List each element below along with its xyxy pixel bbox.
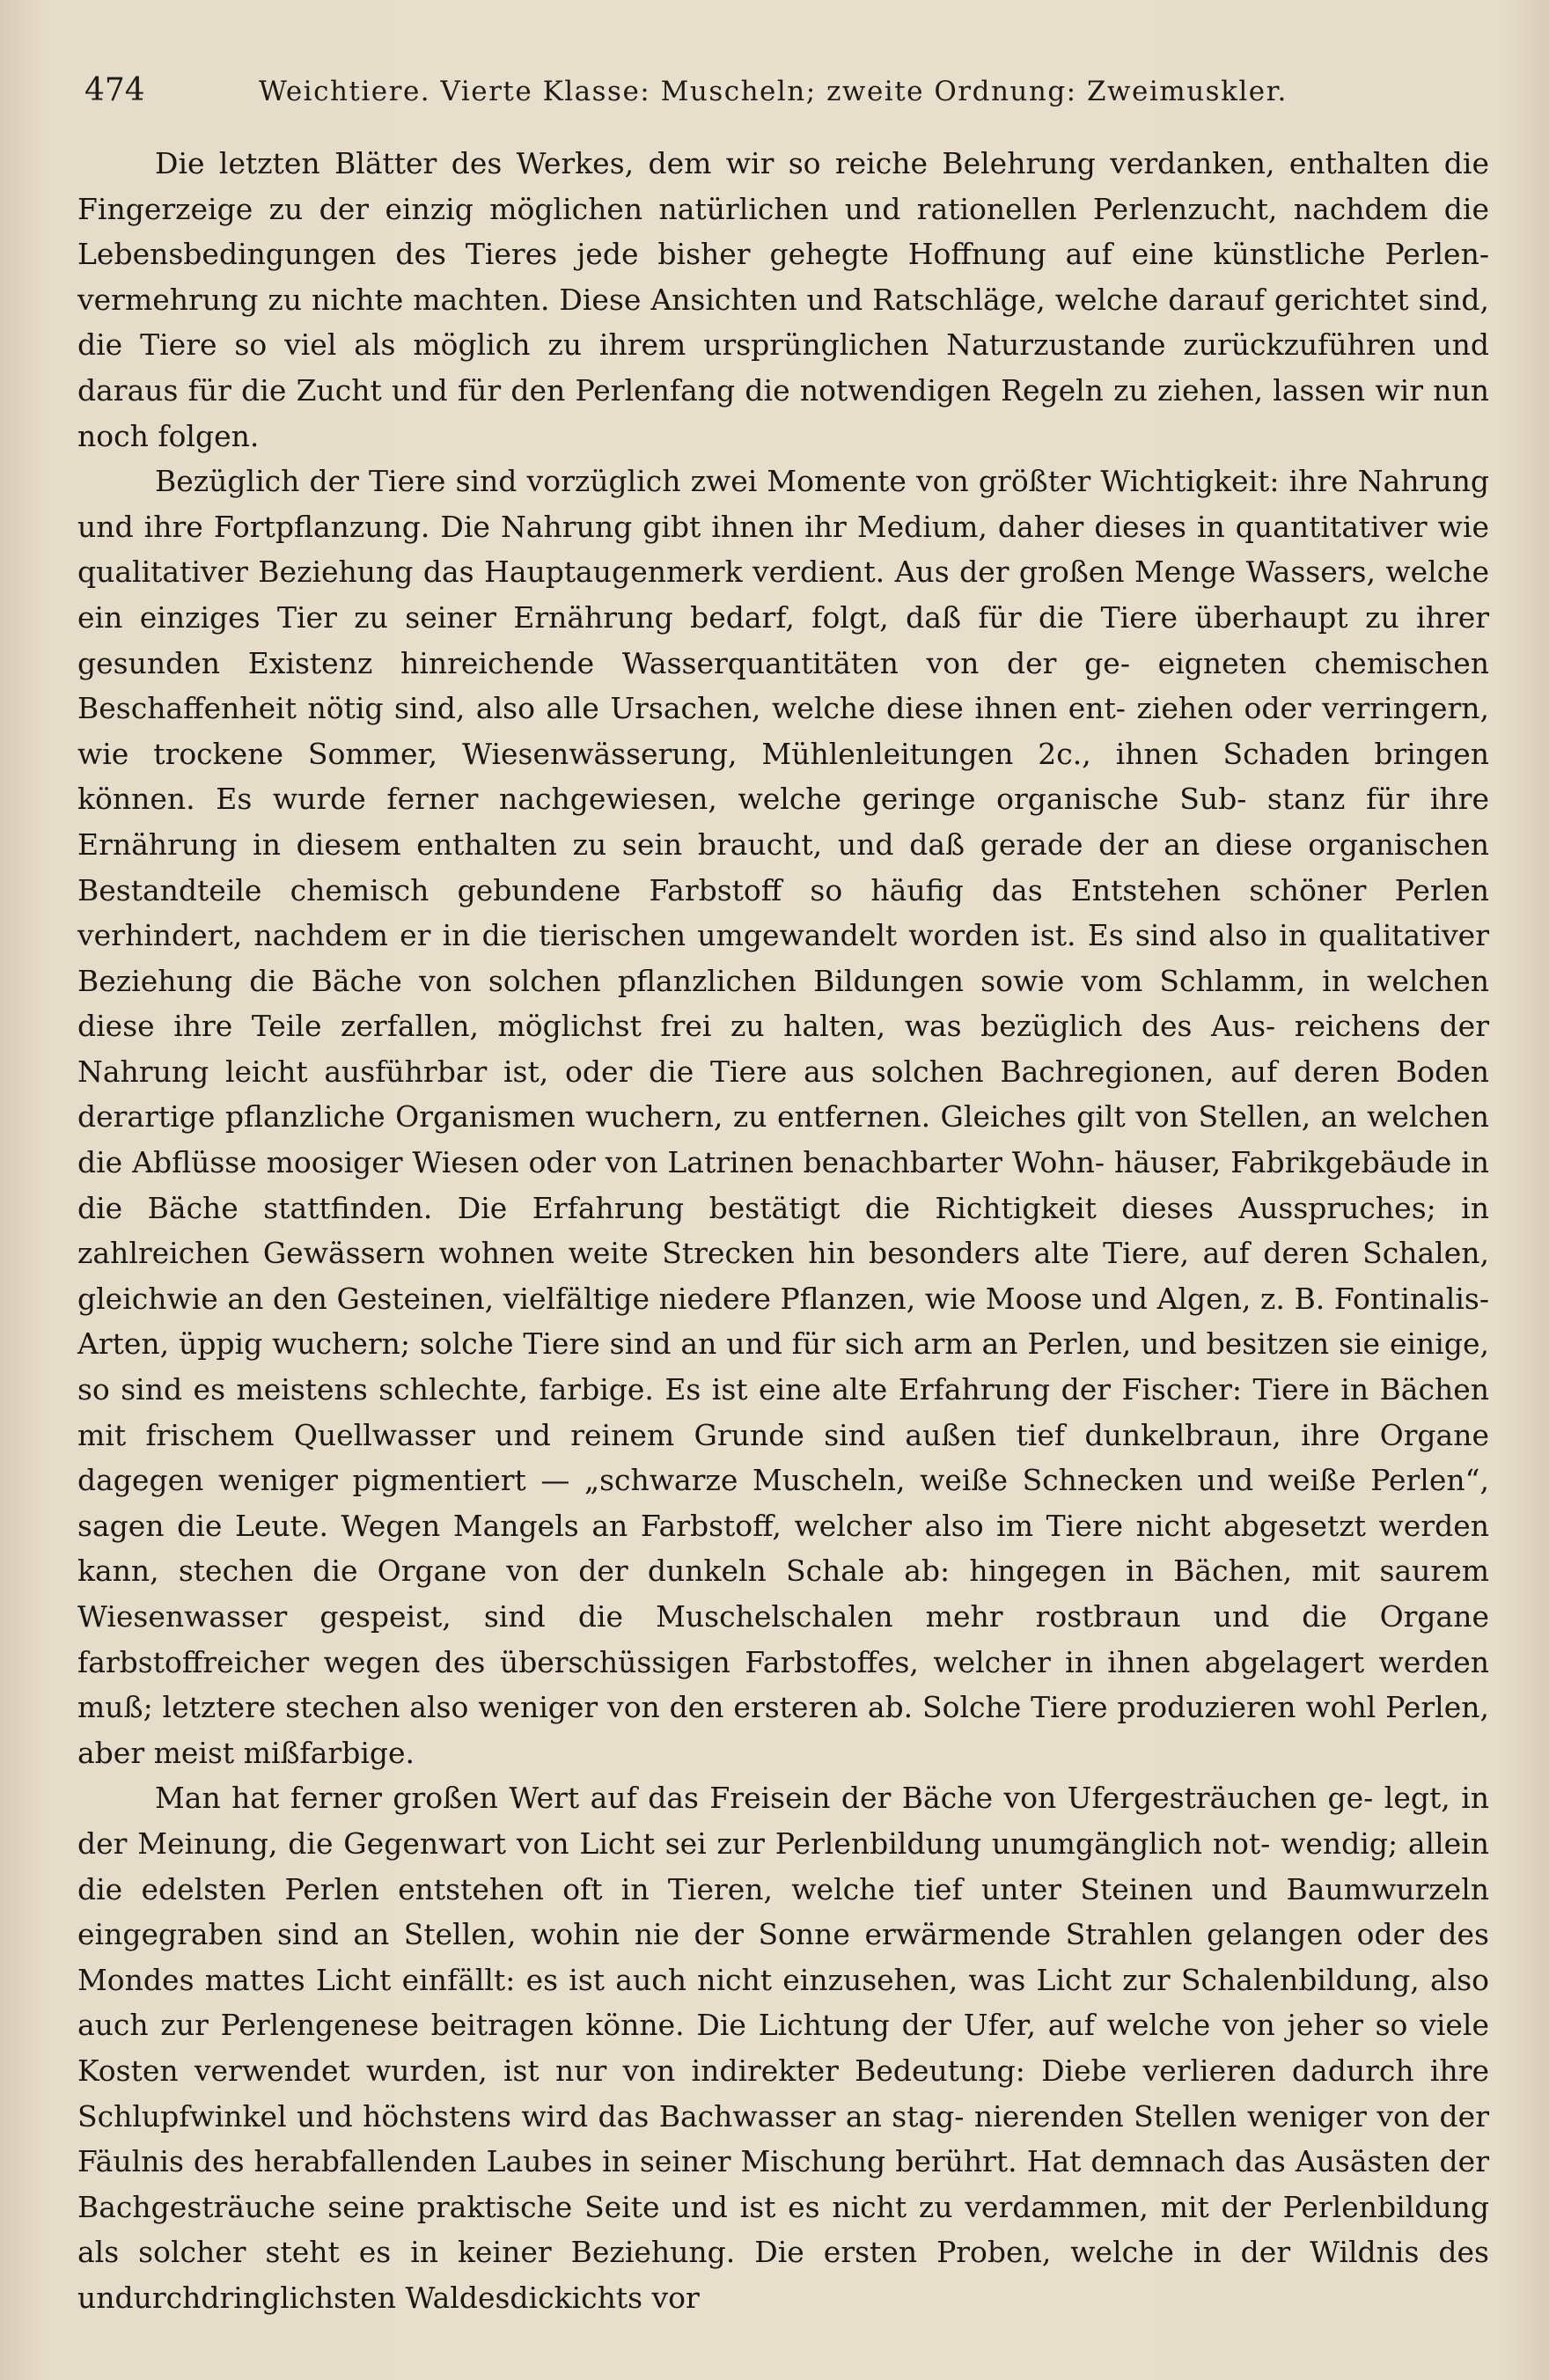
page-number: 474	[84, 72, 145, 108]
paragraph: Man hat ferner großen Wert auf das Freisein der Bäche von Ufergesträuchen ge- legt, in der Meinung, die Gegenwart von Licht sei zur Perlenbildung unumgänglich not- wendig; allein die edelsten Perlen entstehen oft in Tieren, welche tief unter Steinen und Baumwurzeln eingegraben sind an Stellen, wohin nie der Sonne erwärmende Strahlen gelangen oder des Mondes mattes Licht einfällt: es ist auch nicht einzusehen, was Licht zur Schalenbildung, also auch zur Perlengenese beitragen könne. Die Lichtung der Ufer, auf welche von jeher so viele Kosten verwendet wurden, ist nur von indirekter Bedeutung: Diebe verlieren dadurch ihre Schlupfwinkel und höchstens wird das Bachwasser an stag- nierenden Stellen weniger von der Fäulnis des herabfallenden Laubes in seiner Mischung berührt. Hat demnach das Ausästen der Bachgesträuche seine praktische Seite und ist es nicht zu verdammen, mit der Perlenbildung als solcher steht es in keiner Beziehung. Die ersten Proben, welche in der Wildnis des undurchdringlichsten Waldesdickichts vor	[77, 1781, 1489, 2315]
paragraph: Bezüglich der Tiere sind vorzüglich zwei Momente von größter Wichtigkeit: ihre Nahrung und ihre Fortpflanzung. Die Nahrung gibt ihnen ihr Medium, daher dieses in quantitativer wie qualitativer Beziehung das Hauptaugenmerk verdient. Aus der großen Menge Wassers, welche ein einziges Tier zu seiner Ernährung bedarf, folgt, daß für die Tiere überhaupt zu ihrer gesunden Existenz hinreichende Wasserquantitäten von der ge- eigneten chemischen Beschaffenheit nötig sind, also alle Ursachen, welche diese ihnen ent- ziehen oder verringern, wie trockene Sommer, Wiesenwässerung, Mühlenleitungen 2c., ihnen Schaden bringen können. Es wurde ferner nachgewiesen, welche geringe organische Sub- stanz für ihre Ernährung in diesem enthalten zu sein braucht, und daß gerade der an diese organischen Bestandteile chemisch gebundene Farbstoff so häufig das Entstehen schöner Perlen verhindert, nachdem er in die tierischen umgewandelt worden ist. Es sind also in qualitativer Beziehung die Bäche von solchen pflanzlichen Bildungen sowie vom Schlamm, in welchen diese ihre Teile zerfallen, möglichst frei zu halten, was bezüglich des Aus- reichens der Nahrung leicht ausführbar ist, oder die Tiere aus solchen Bachregionen, auf deren Boden derartige pflanzliche Organismen wuchern, zu entfernen. Gleiches gilt von Stellen, an welchen die Abflüsse moosiger Wiesen oder von Latrinen benachbarter Wohn- häuser, Fabrikgebäude in die Bäche stattfinden. Die Erfahrung bestätigt die Richtigkeit dieses Ausspruches; in zahlreichen Gewässern wohnen weite Strecken hin besonders alte Tiere, auf deren Schalen, gleichwie an den Gesteinen, vielfältige niedere Pflanzen, wie Moose und Algen, z. B. Fontinalis-Arten, üppig wuchern; solche Tiere sind an und für sich arm an Perlen, und besitzen sie einige, so sind es meistens schlechte, farbige. Es ist eine alte Erfahrung der Fischer: Tiere in Bächen mit frischem Quellwasser und reinem Grunde sind außen tief dunkelbraun, ihre Organe dagegen weniger pigmentiert — „schwarze Muscheln, weiße Schnecken und weiße Perlen“, sagen die Leute. Wegen Mangels an Farbstoff, welcher also im Tiere nicht abgesetzt werden kann, stechen die Organe von der dunkeln Schale ab: hingegen in Bächen, mit saurem Wiesenwasser gespeist, sind die Muschelschalen mehr rostbraun und die Organe farbstoffreicher wegen des überschüssigen Farbstoffes, welcher in ihnen abgelagert werden muß; letztere stechen also weniger von den ersteren ab. Solche Tiere produzieren wohl Perlen, aber meist mißfarbige.	[77, 464, 1489, 1770]
page-header	[84, 67, 1489, 120]
paragraph: Die letzten Blätter des Werkes, dem wir so reiche Belehrung verdanken, enthalten die Fingerzeige zu der einzig möglichen natürlichen und rationellen Perlenzucht, nachdem die Lebensbedingungen des Tieres jede bisher gehegte Hoffnung auf eine künstliche Perlen- vermehrung zu nichte machten. Diese Ansichten und Ratschläge, welche darauf gerichtet sind, die Tiere so viel als möglich zu ihrem ursprünglichen Naturzustande zurückzuführen und daraus für die Zucht und für den Perlenfang die notwendigen Regeln zu ziehen, lassen wir nun noch folgen.	[77, 146, 1489, 453]
running-head: Weichtiere. Vierte Klasse: Muscheln; zweite Ordnung: Zweimuskler.	[259, 76, 1288, 107]
body-text	[77, 141, 1489, 2321]
